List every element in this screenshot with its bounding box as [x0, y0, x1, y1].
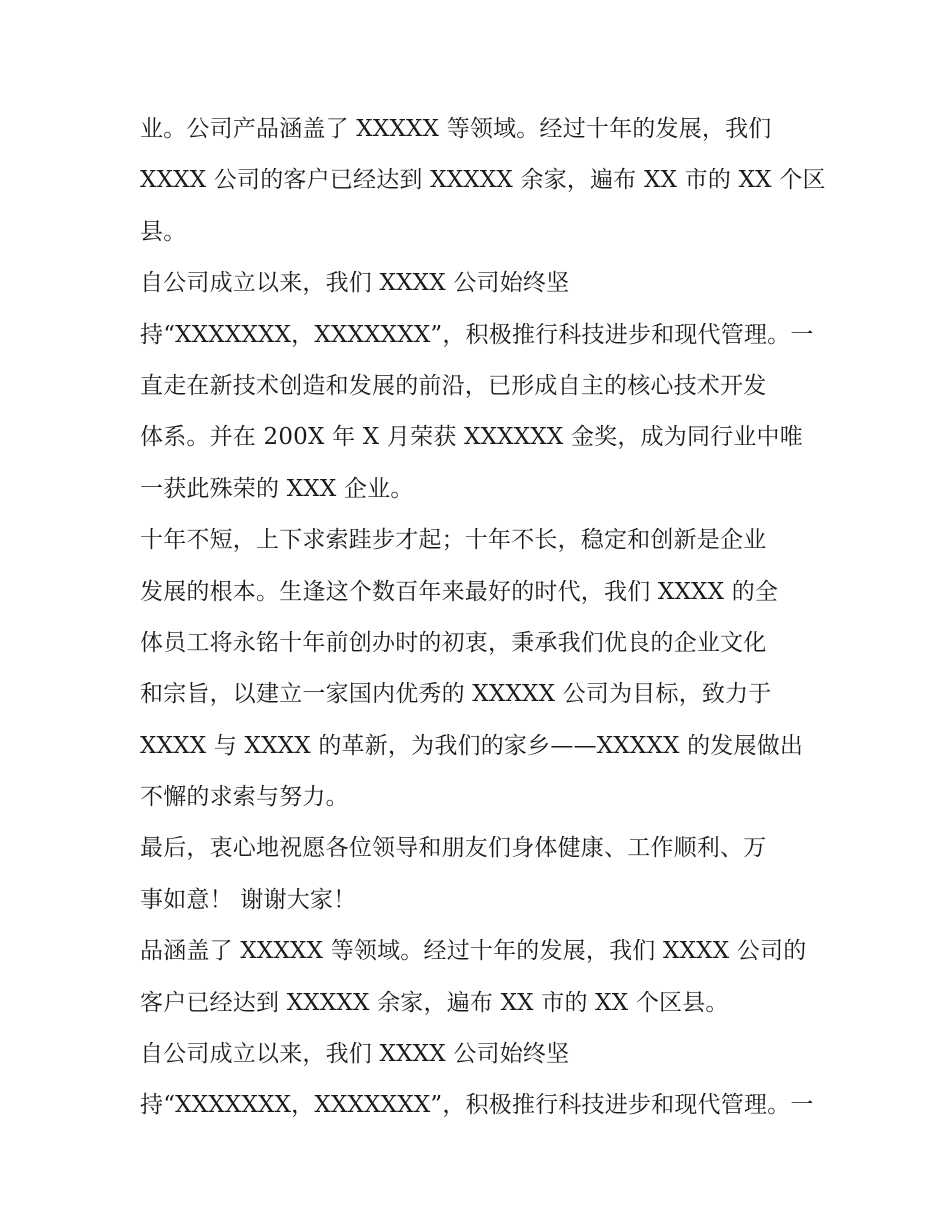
text-line: 事如意！ 谢谢大家！ [140, 886, 357, 913]
text-line: 持“XXXXXXX，XXXXXXX”，积极推行科技进步和现代管理。一 [140, 321, 814, 348]
text-line: 一获此殊荣的 XXX 企业。 [140, 475, 414, 502]
text-line: 业。公司产品涵盖了 XXXXX 等领域。经过十年的发展，我们 [140, 116, 772, 142]
text-line: 不懈的求索与努力。 [140, 784, 349, 811]
text-line: 体系。并在 200X 年 X 月荣获 XXXXXX 金奖，成为同行业中唯 [140, 424, 803, 451]
text-line: 持“XXXXXXX，XXXXXXX”，积极推行科技进步和现代管理。一 [140, 1092, 814, 1119]
text-line: 客户已经达到 XXXXX 余家，遍布 XX 市的 XX 个区县。 [140, 989, 729, 1016]
text-line: 最后，衷心地祝愿各位领导和朋友们身体健康、工作顺利、万 [140, 835, 767, 862]
document-body [140, 104, 826, 1132]
text-line: 发展的根本。生逢这个数百年来最好的时代，我们 XXXX 的全 [140, 578, 779, 605]
text-line: 直走在新技术创造和发展的前沿，已形成自主的核心技术开发 [140, 372, 767, 399]
text-line: XXXX 与 XXXX 的革新，为我们的家乡——XXXXX 的发展做出 [140, 732, 804, 759]
text-line: 和宗旨，以建立一家国内优秀的 XXXXX 公司为目标，致力于 [140, 681, 772, 708]
text-line: 自公司成立以来，我们 XXXX 公司始终坚 [140, 270, 570, 297]
text-line: XXXX 公司的客户已经达到 XXXXX 余家，遍布 XX 市的 XX 个区 [140, 167, 826, 194]
text-line: 体员工将永铭十年前创办时的初衷，秉承我们优良的企业文化 [140, 629, 767, 656]
text-line: 自公司成立以来，我们 XXXX 公司始终坚 [140, 1041, 570, 1068]
text-line: 十年不短，上下求索跬步才起；十年不长，稳定和创新是企业 [140, 527, 767, 554]
text-line: 品涵盖了 XXXXX 等领域。经过十年的发展，我们 XXXX 公司的 [140, 938, 807, 965]
text-line: 县。 [140, 218, 187, 245]
